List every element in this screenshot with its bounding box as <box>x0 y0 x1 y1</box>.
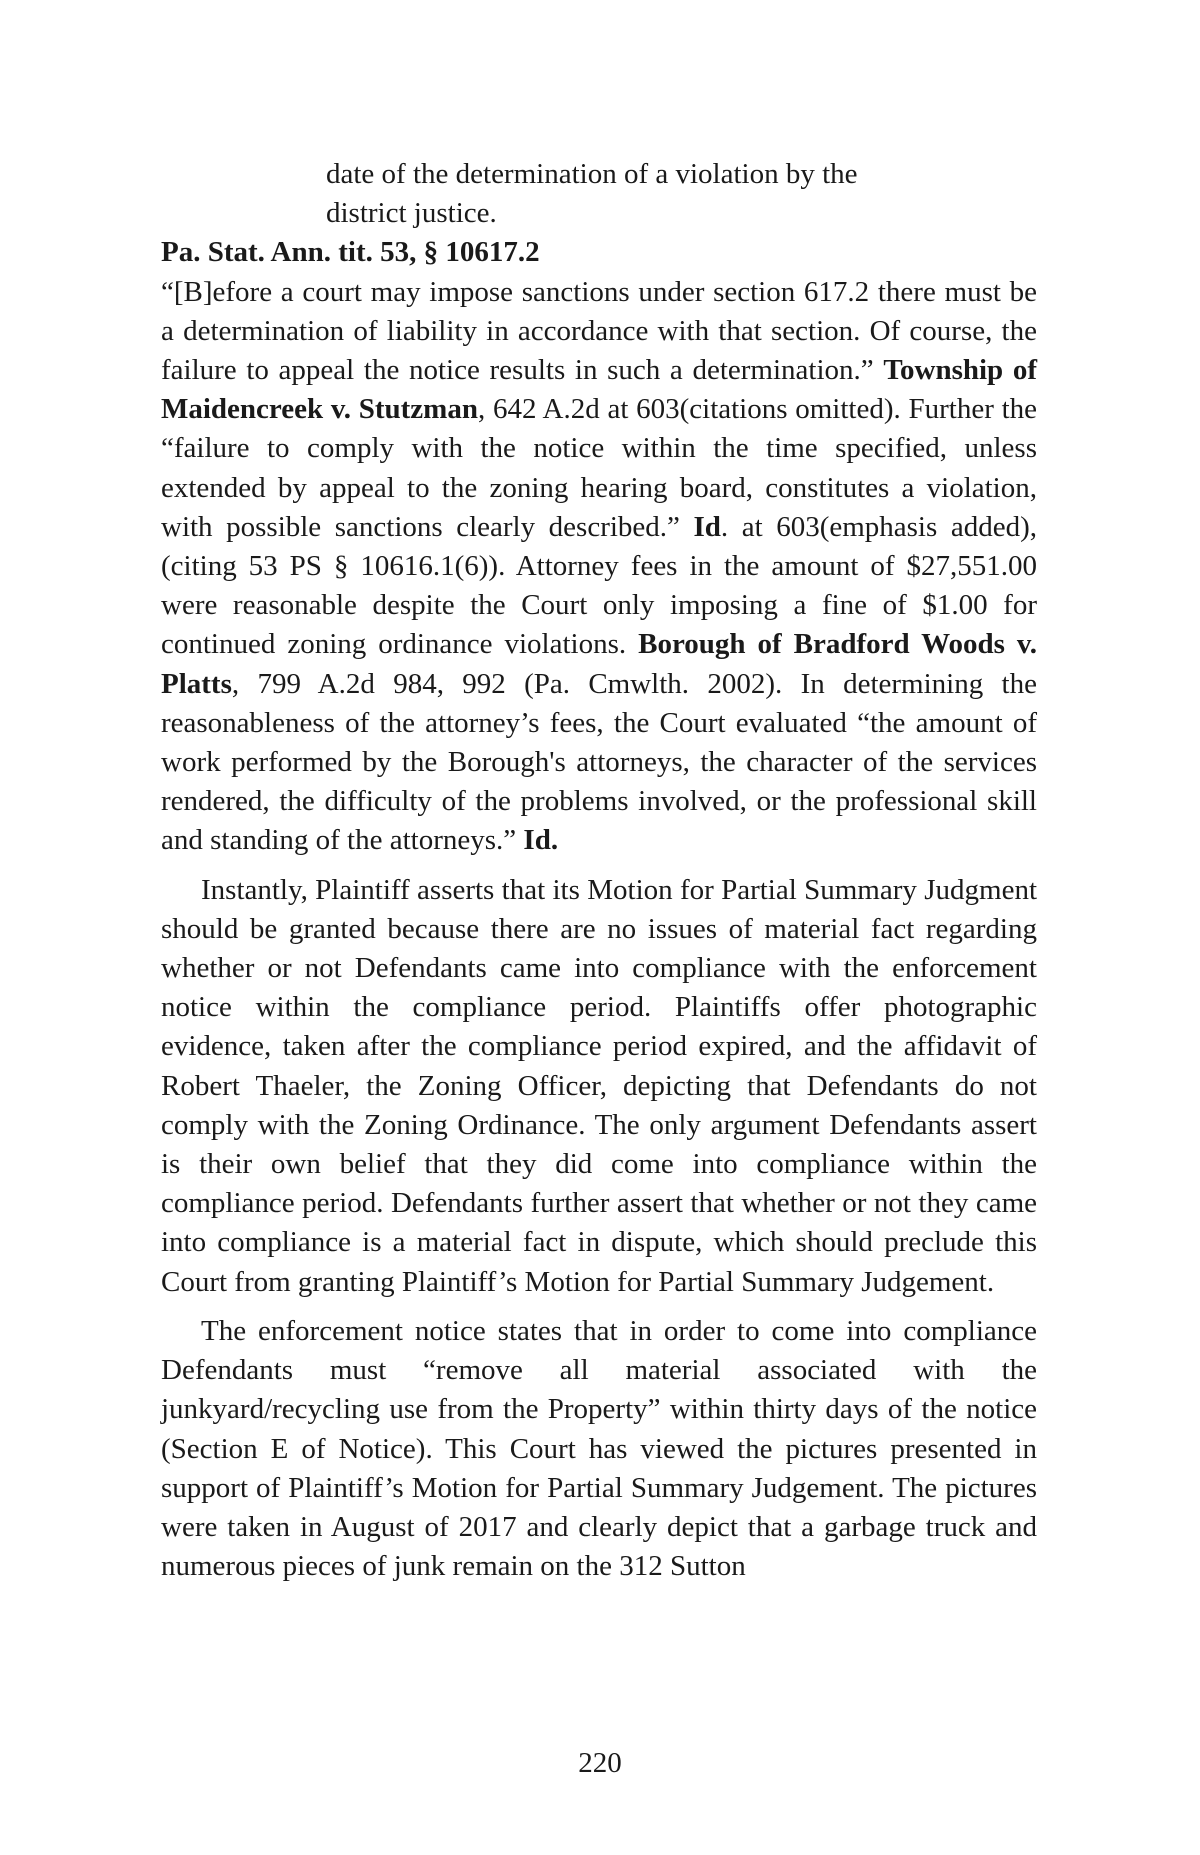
id-citation-2: Id. <box>523 824 559 857</box>
para1-text-4: , 799 A.2d 984, 992 (Pa. Cmwlth. 2002). In determining the reasonableness of the attorney’s fees, the Court evaluated “the amount of work performed by the Borough's attorneys, the character of the services rendered, the difficulty of the problems involved, or the professional skill and standing of the attorneys.” <box>161 667 1037 857</box>
quote-line-1: date of the determination of a violation by the <box>326 158 858 190</box>
paragraph-case-law <box>161 273 1037 861</box>
para1-text-2: , 642 A.2d at 603(citations omitted). Further the “failure to comply with the notice within the time specified, unless extended by appeal to the zoning hearing board, constitutes a violation, with possible sanctions clearly described.” <box>161 393 1037 543</box>
quote-line-2: district justice. <box>326 197 497 230</box>
block-quote-tail <box>326 155 1037 233</box>
statute-citation: Pa. Stat. Ann. tit. 53, § 10617.2 <box>161 236 540 269</box>
case-citation-maidencreek: Township of Maidencreek v. Stutzman <box>161 354 1038 426</box>
id-citation-1: Id <box>693 510 721 543</box>
case-citation-bradford-woods: Borough of Bradford Woods v. Platts <box>161 628 1037 700</box>
paragraph-enforcement-notice: The enforcement notice states that in order to come into compliance Defendants must “remove all material associated with the junkyard/recycling use from the Property” within thirty days of the notice (Section E of Notice). This Court has viewed the pictures presented in support of Plaintiff’s Motion for Partial Summary Judgement. The pictures were taken in August of 2017 and clearly depict that a garbage truck and numerous pieces of junk remain on the 312 Sutton <box>161 1314 1037 1583</box>
body-text <box>161 155 1037 1586</box>
paragraph-plaintiff-assertion: Instantly, Plaintiff asserts that its Motion for Partial Summary Judgment should be granted because there are no issues of material fact regarding whether or not Defendants came into compliance with the enforcement notice within the compliance period. Plaintiffs offer photographic evidence, taken after the compliance period expired, and the affidavit of Robert Thaeler, the Zoning Officer, depicting that Defendants do not comply with the Zoning Ordinance. The only argument Defendants assert is their own belief that they did come into compliance within the compliance period. Defendants further assert that whether or not they came into compliance is a material fact in dispute, which should preclude this Court from granting Plaintiff’s Motion for Partial Summary Judgement. <box>161 873 1037 1298</box>
page-number: 220 <box>578 1747 622 1779</box>
para1-text-3: . at 603(emphasis added), (citing 53 PS § 10616.1(6)). Attorney fees in the amount of $27,551.00 were reasonable despite the Court only imposing a fine of $1.00 for continued zoning ordinance violations. <box>161 510 1037 661</box>
para1-text-1: “[B]efore a court may impose sanctions under section 617.2 there must be a determination of liability in accordance with that section. Of course, the failure to appeal the notice results in such a determination.” <box>161 275 1037 387</box>
